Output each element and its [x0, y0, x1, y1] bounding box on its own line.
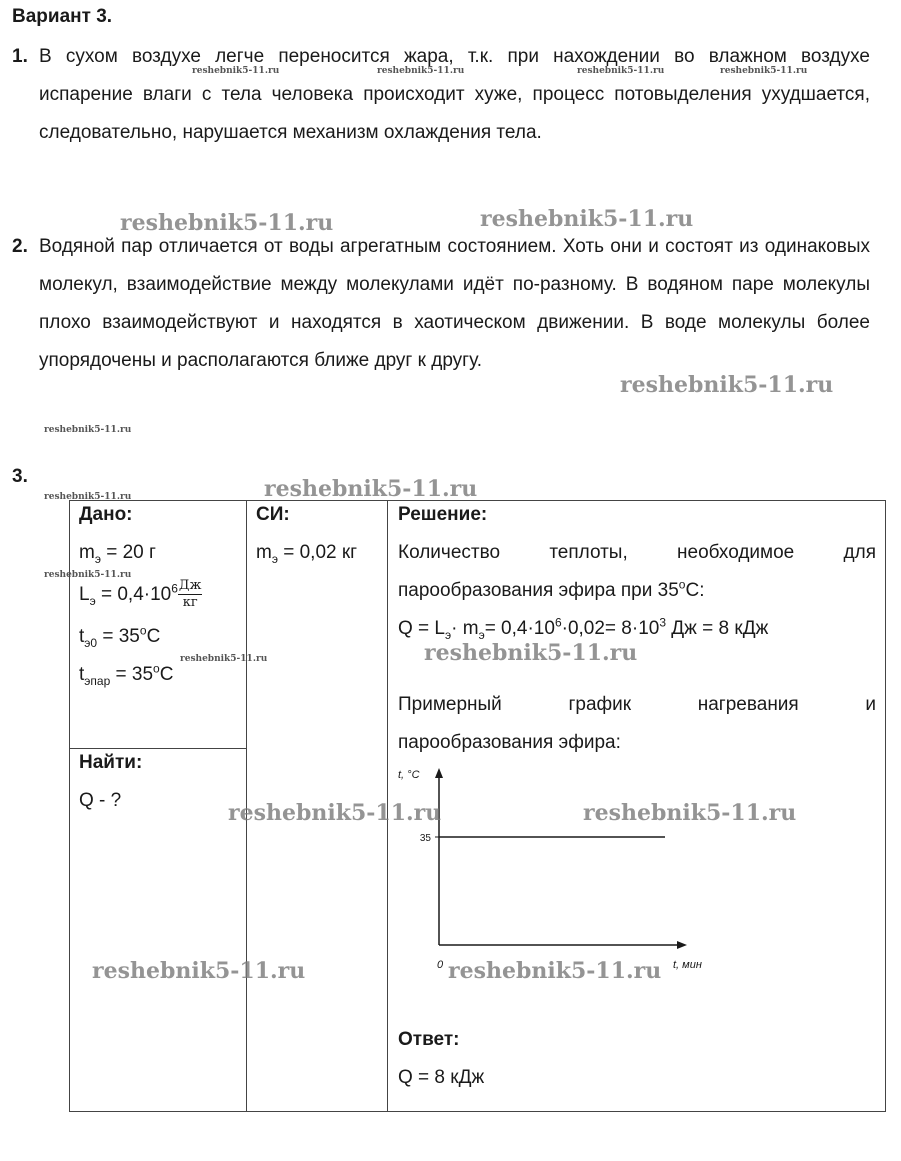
watermark: reshebnik5-11.ru — [620, 372, 834, 398]
watermark: reshebnik5-11.ru — [44, 492, 132, 502]
graph-caption: Примерный график нагревания и — [398, 694, 876, 715]
heating-chart — [395, 760, 702, 985]
question-number: 2. — [12, 236, 28, 257]
find-section — [79, 744, 244, 820]
watermark: reshebnik5-11.ru — [448, 958, 662, 984]
watermark: reshebnik5-11.ru — [264, 476, 478, 502]
find-value: Q - ? — [79, 790, 122, 811]
origin-label: 0 — [437, 959, 444, 971]
given-latent-heat: $L_э = 0,4\cdot 10^6$ $\frac{Дж}{кг}$ — [79, 578, 202, 611]
watermark: reshebnik5-11.ru — [577, 66, 665, 76]
given-heading: Дано: — [79, 504, 133, 525]
solution-formula: $Q = L_э\cdot m_э= 0,4\cdot 10^6\cdot 0,02= 8\cdot 10^3$ Дж = 8 кДж — [398, 615, 769, 642]
answer-value: Q = 8 кДж — [398, 1067, 485, 1088]
given-boiling-temp: $t_{эпар} = 35^oC$ — [79, 661, 174, 688]
given-initial-temp: $t_{э0} = 35^oC$ — [79, 623, 161, 650]
answer-section — [398, 1021, 876, 1097]
solution-intro: Количество теплоты, необходимое для — [398, 542, 876, 563]
si-mass: $m_э = 0,02$ кг — [256, 542, 358, 566]
watermark: reshebnik5-11.ru — [44, 425, 132, 435]
question-number: 3. — [12, 466, 28, 487]
given-mass: $m_э = 20$ г — [79, 542, 156, 566]
solution-section — [398, 496, 876, 762]
watermark: reshebnik5-11.ru — [92, 958, 306, 984]
find-heading: Найти: — [79, 752, 143, 773]
question-text: В сухом воздухе легче переносится жара, т.к. при нахождении во влажном воздухе испарение влаги с тела человека происходит хуже, процесс потовыделения ухудшается, следовательно, нарушается механизм охлаждения тела. — [39, 46, 870, 143]
watermark: reshebnik5-11.ru — [44, 570, 132, 580]
watermark: reshebnik5-11.ru — [192, 66, 280, 76]
page-title: Вариант 3. — [12, 6, 113, 27]
watermark: reshebnik5-11.ru — [424, 640, 638, 666]
y-tick-label: 35 — [419, 833, 431, 844]
watermark: reshebnik5-11.ru — [480, 206, 694, 232]
si-heading: СИ: — [256, 504, 290, 525]
solution-heading: Решение: — [398, 504, 488, 525]
question-number: 1. — [12, 46, 28, 67]
x-axis-label: t, мин — [673, 959, 702, 971]
watermark: reshebnik5-11.ru — [180, 654, 268, 664]
graph-caption-2: парообразования эфира: — [398, 732, 621, 753]
question-text: Водяной пар отличается от воды агрегатным состоянием. Хоть они и состоят из одинаковых молекул, взаимодействие между молекулами идёт по-разному. В водяном паре молекулы плохо взаимодействуют и находятся в хаотическом движении. В воде молекулы более упорядочены и располагаются ближе друг к другу. — [39, 236, 870, 371]
y-axis-arrow — [435, 768, 443, 778]
watermark: reshebnik5-11.ru — [377, 66, 465, 76]
watermark: reshebnik5-11.ru — [120, 210, 334, 236]
question-2 — [12, 228, 870, 380]
watermark: reshebnik5-11.ru — [720, 66, 808, 76]
si-section — [256, 496, 384, 572]
question-1 — [12, 38, 870, 152]
watermark: reshebnik5-11.ru — [228, 800, 442, 826]
x-axis-arrow — [677, 941, 687, 949]
y-axis-label: t, °С — [398, 769, 420, 781]
given-section — [79, 496, 244, 694]
unit-fraction: $\frac{Дж}{кг}$ — [178, 578, 202, 611]
watermark: reshebnik5-11.ru — [583, 800, 797, 826]
answer-heading: Ответ: — [398, 1029, 460, 1050]
solution-intro-2: парообразования эфира при 35$^o$С: — [398, 577, 705, 601]
